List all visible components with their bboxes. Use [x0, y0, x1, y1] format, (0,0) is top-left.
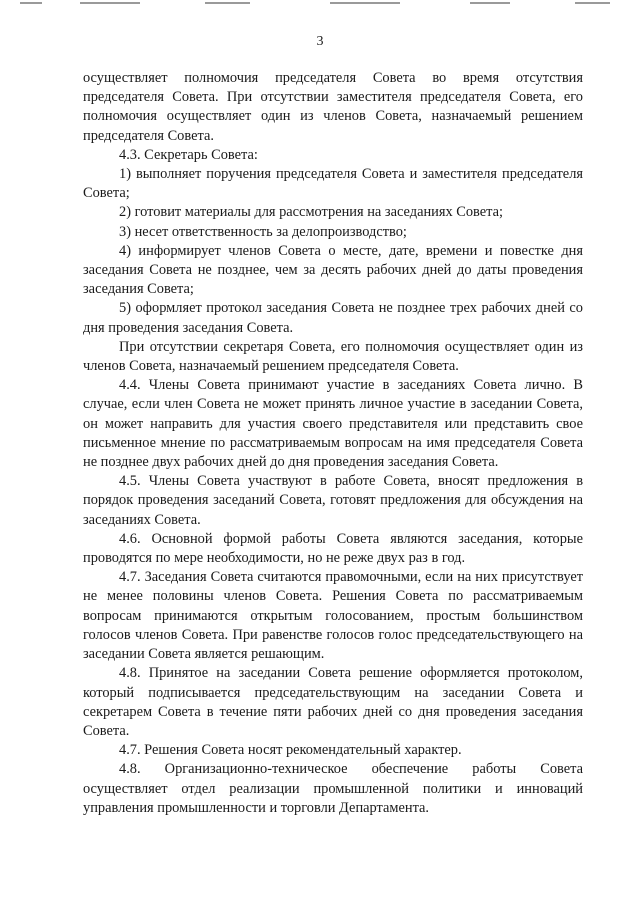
- page-number: 3: [316, 34, 324, 49]
- paragraph: При отсутствии секретаря Совета, его полномочия осуществляет один из членов Совета, назначаемый решением председателя Совета.: [83, 338, 583, 375]
- scan-edge-marks: [0, 0, 640, 8]
- document-body: [83, 69, 583, 818]
- paragraph: 4.6. Основной формой работы Совета являются заседания, которые проводятся по мере необходимости, но не реже двух раз в год.: [83, 530, 583, 567]
- paragraph: осуществляет полномочия председателя Совета во время отсутствия председателя Совета. При отсутствии заместителя председателя Совета, его полномочия осуществляет один из членов Совета, назначаемый решением председателя Совета.: [83, 70, 583, 144]
- paragraph: 2) готовит материалы для рассмотрения на заседаниях Совета;: [119, 204, 504, 221]
- paragraph: 4.4. Члены Совета принимают участие в заседаниях Совета лично. В случае, если член Совета не может принять личное участие в заседании Совета, он может направить для участия своего представителя или представить свое письменное мнение по рассматриваемым вопросам на имя председателя Совета не позднее двух рабочих дней до дня проведения заседания Совета.: [83, 377, 583, 471]
- paragraph: 4.7. Решения Совета носят рекомендательный характер.: [119, 742, 462, 759]
- paragraph: 4.8. Организационно-техническое обеспечение работы Совета осуществляет отдел реализации промышленной политики и инноваций управления промышленности и торговли Департамента.: [83, 761, 583, 816]
- paragraph: 1) выполняет поручения председателя Совета и заместителя председателя Совета;: [83, 166, 583, 202]
- paragraph: 5) оформляет протокол заседания Совета не позднее трех рабочих дней со дня проведения заседания Совета.: [83, 300, 583, 336]
- paragraph: 4.3. Секретарь Совета:: [119, 146, 258, 163]
- paragraph: 4) информирует членов Совета о месте, дате, времени и повестке дня заседания Совета не позднее, чем за десять рабочих дней до даты проведения заседания Совета;: [83, 242, 583, 298]
- paragraph: 4.5. Члены Совета участвуют в работе Совета, вносят предложения в порядок проведения заседаний Совета, готовят предложения для обсуждения на заседаниях Совета.: [83, 473, 583, 528]
- paragraph: 4.8. Принятое на заседании Совета решение оформляется протоколом, который подписывается председательствующим на заседании Совета и секретарем Совета в течение пяти рабочих дней со дня проведения заседания Совета.: [83, 665, 583, 739]
- paragraph: 3) несет ответственность за делопроизводство;: [119, 223, 407, 240]
- paragraph: 4.7. Заседания Совета считаются правомочными, если на них присутствует не менее половины членов Совета. Решения Совета по рассматриваемым вопросам принимаются открытым голосованием, простым большинством голосов членов Совета. При равенстве голосов голос председательствующего на заседании Совета является решающим.: [83, 569, 583, 663]
